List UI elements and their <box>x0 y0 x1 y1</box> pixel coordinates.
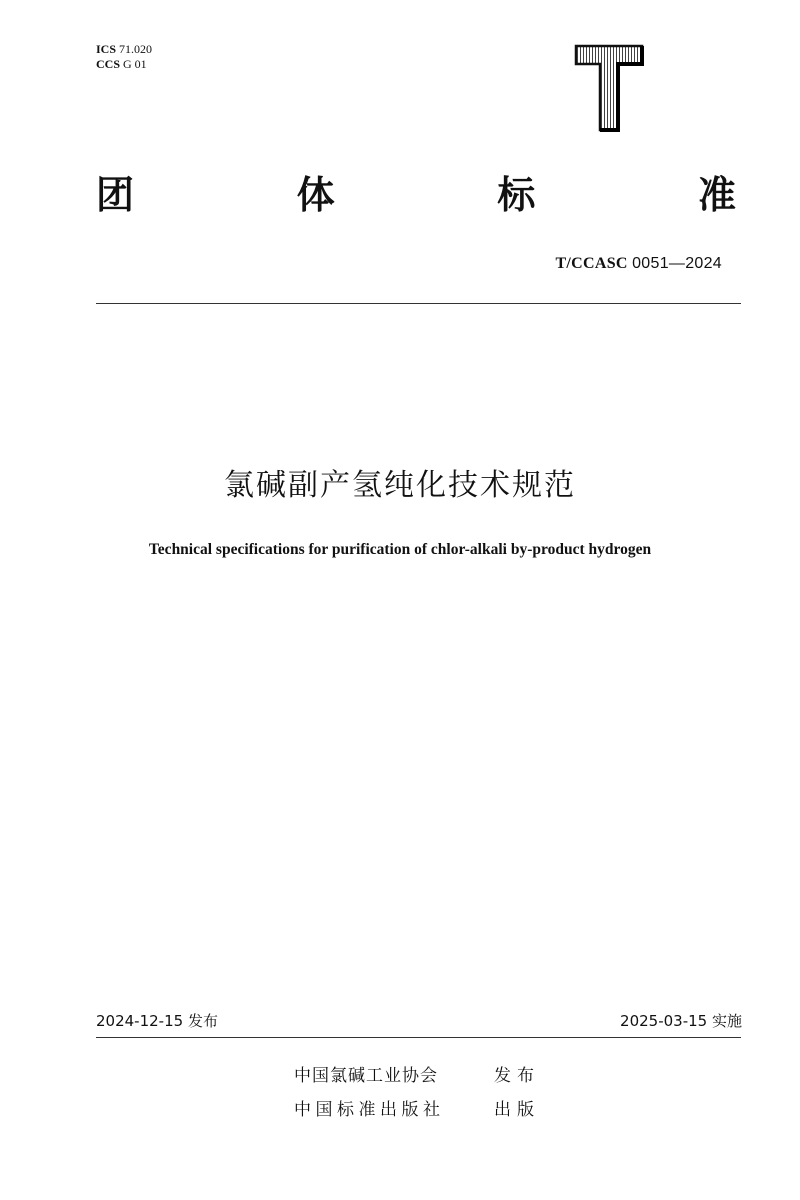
document-title-chinese: 氯碱副产氢纯化技术规范 <box>224 468 576 503</box>
standard-type-char-4: 准 <box>697 173 736 217</box>
publisher-row-issuer <box>294 1065 540 1087</box>
ccs-label: CCS <box>96 57 121 71</box>
ics-value: 71.020 <box>119 42 153 56</box>
ics-code <box>96 42 152 57</box>
ics-label: ICS <box>96 42 117 56</box>
ccs-code <box>96 57 152 72</box>
press-organization: 中国标准出版社 <box>294 1100 445 1120</box>
issuer-role: 发布 <box>494 1066 540 1086</box>
standard-type-char-2: 体 <box>296 173 335 217</box>
standard-type-char-3: 标 <box>497 173 536 217</box>
classification-codes <box>96 42 152 72</box>
publisher-row-press <box>294 1099 540 1121</box>
press-role: 出版 <box>494 1100 540 1120</box>
group-standard-t-logo <box>574 44 644 132</box>
implementation-date: 2025-03-15 实施 <box>620 1012 742 1030</box>
standard-number <box>555 255 722 273</box>
document-title-english: Technical specifications for purification of chlor-alkali by-product hydrogen <box>148 541 652 558</box>
ccs-value: G 01 <box>123 57 147 71</box>
bottom-divider <box>96 1037 741 1038</box>
issue-date: 2024-12-15 发布 <box>96 1012 218 1030</box>
standard-number-prefix: T/CCASC <box>555 255 628 272</box>
standard-type-heading <box>96 172 736 218</box>
logo-letter-text: T <box>608 104 610 105</box>
top-divider <box>96 303 741 304</box>
standard-number-digits: 0051—2024 <box>632 255 722 272</box>
standard-type-char-1: 团 <box>96 173 135 217</box>
issuer-organization: 中国氯碱工业协会 <box>294 1066 438 1086</box>
